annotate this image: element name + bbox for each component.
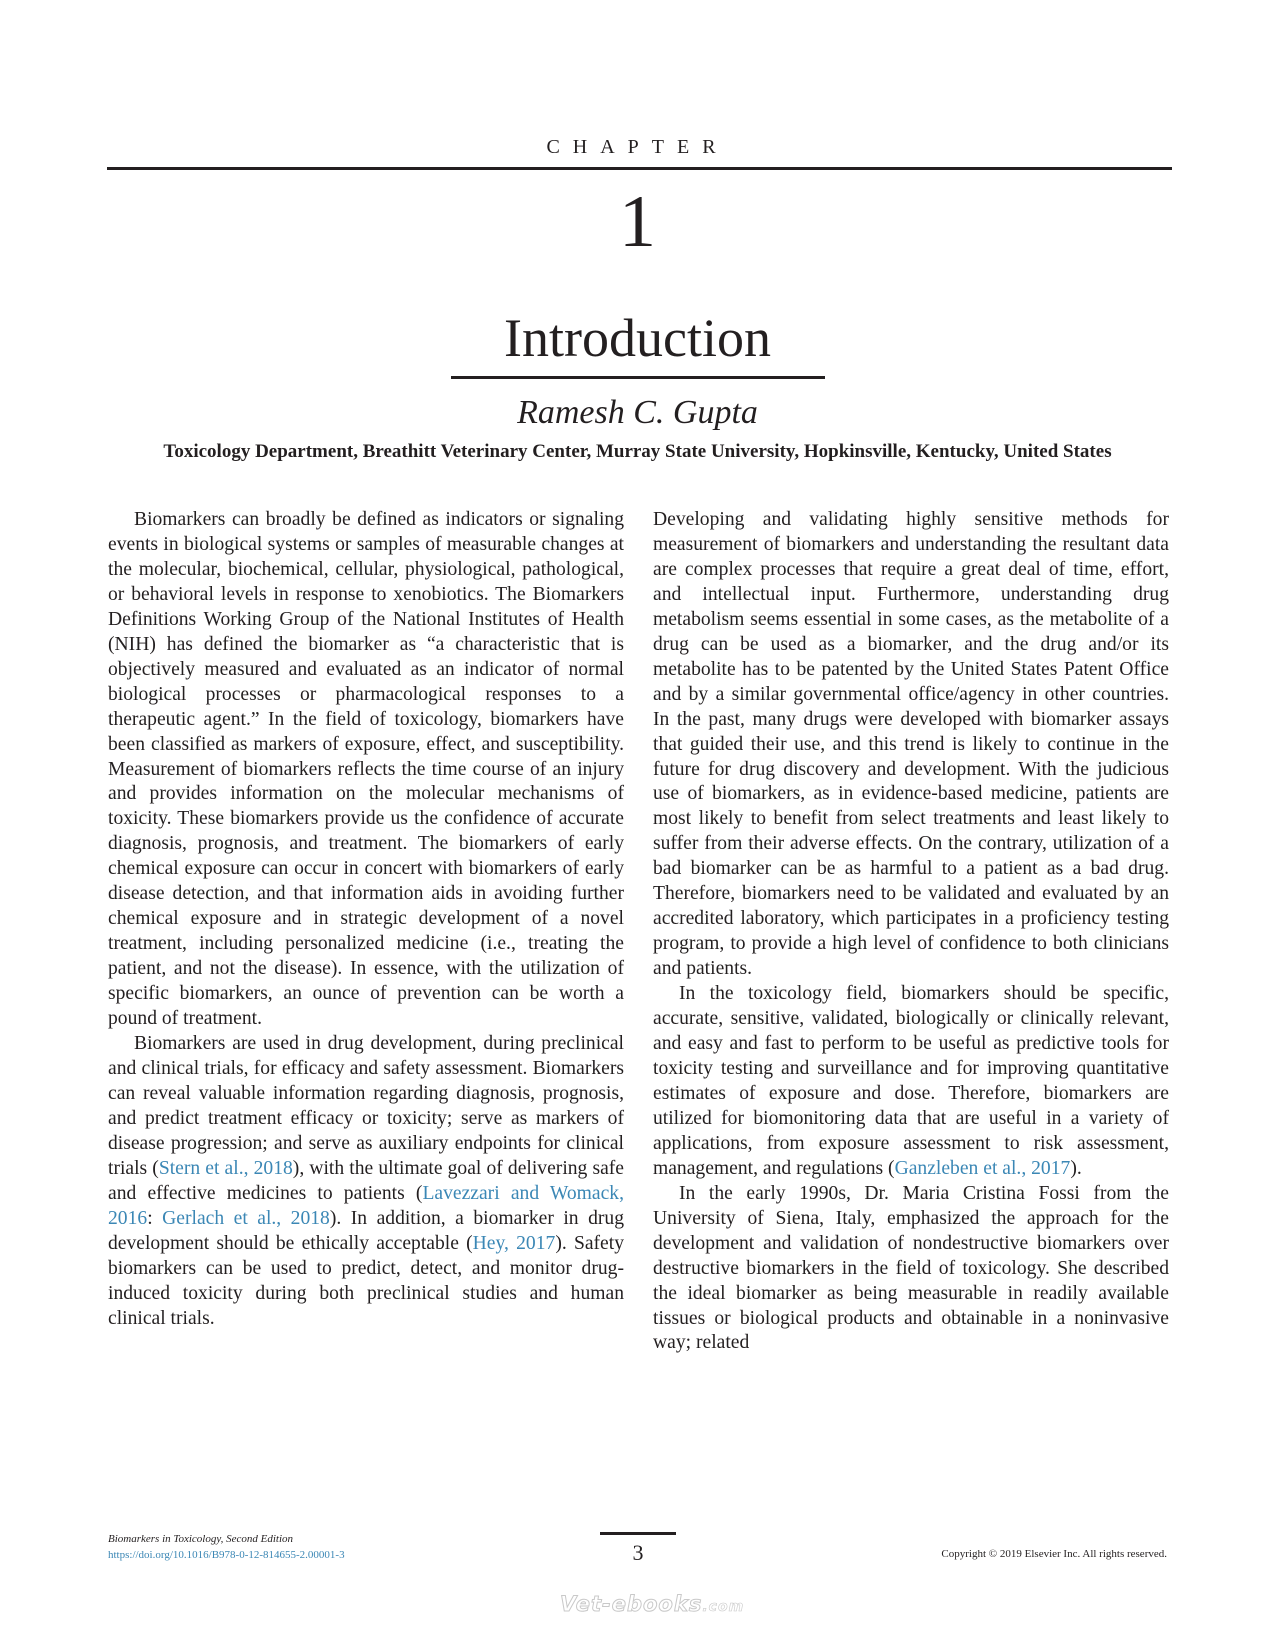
citation-link-gerlach[interactable]: Gerlach et al., 2018 [162,1207,330,1229]
body-paragraph [108,1032,624,1331]
author-name: Ramesh C. Gupta [517,394,758,431]
copyright-notice: Copyright © 2019 Elsevier Inc. All rights reserved. [941,1548,1167,1560]
text-run: ). Safety biomarkers can be used to predict, detect, and monitor drug-induced toxicity during both preclinical studies and human clinical trials. [108,1232,624,1329]
chapter-number: 1 [619,181,656,263]
page-number: 3 [632,1540,644,1565]
book-title: Biomarkers in Toxicology, Second Edition [108,1533,294,1545]
author-affiliation: Toxicology Department, Breathitt Veterinary Center, Murray State University, Hopkinsville, Kentucky, United States [163,441,1112,462]
body-paragraph: Developing and validating highly sensitive methods for measurement of biomarkers and understanding the resultant data are complex processes that require a great deal of time, effort, and intellectual input. Furthermore, understanding drug metabolism seems essential in some cases, as the metabolite of a drug can be used as a biomarker, and the drug and/or its metabolite has to be patented by the United States Patent Office and by a similar governmental office/agency in other countries. In the past, many drugs were developed with biomarker assays that guided their use, and this trend is likely to continue in the future for drug discovery and development. With the judicious use of biomarkers, as in evidence-based medicine, patients are most likely to benefit from select treatments and least likely to suffer from their adverse effects. On the contrary, utilization of a bad biomarker can be as harmful to a patient as a bad drug. Therefore, biomarkers need to be validated and evaluated by an accredited laboratory, which participates in a proficiency testing program, to provide a high level of confidence to both clinicians and patients. [653,509,1169,980]
text-run: ), with the ultimate goal of delivering safe and effective medicines to patients ( [108,1157,625,1204]
chapter-label: CHAPTER [546,136,729,158]
text-run: ). [1070,1157,1082,1179]
footer-book-info [108,1531,345,1563]
citation-link-stern[interactable]: Stern et al., 2018 [158,1157,293,1179]
text-run: In the toxicology field, biomarkers should be specific, accurate, sensitive, validated, biologically or clinically relevant, and easy and fast to perform to be useful as predictive tools for toxicity testing and surveillance and for improving quantitative estimates of exposure and dose. Therefore, biomarkers are utilized for biomonitoring data that are useful in a variety of applications, from exposure assessment to risk assessment, management, and regulations ( [653,983,1169,1179]
body-paragraph: In the early 1990s, Dr. Maria Cristina Fossi from the University of Siena, Italy, emphasized the approach for the development and validation of nondestructive biomarkers over destructive biomarkers in the field of toxicology. She described the ideal biomarker as being measurable in readily available tissues or biological products and obtainable in a noninvasive way; related [653,1182,1169,1354]
left-column [108,508,624,1331]
citation-link-ganzleben[interactable]: Ganzleben et al., 2017 [894,1157,1071,1179]
watermark-logo [560,1592,744,1616]
citation-link-hey[interactable]: Hey, 2017 [472,1232,556,1254]
citation-link-lavezzari[interactable]: Lavezzari and Womack, 2016 [108,1182,624,1229]
chapter-title: Introduction [504,308,771,368]
body-paragraph [653,982,1169,1182]
title-underline [451,376,825,379]
text-run: : [147,1207,163,1229]
right-column [653,508,1169,1356]
watermark-text: Vet-ebooks [560,1592,703,1616]
watermark-suffix: .com [702,1599,745,1615]
text-run: ). In addition, a biomarker in drug development should be ethically acceptable ( [108,1207,625,1254]
text-run: Biomarkers are used in drug development, during preclinical and clinical trials, for efficacy and safety assessment. Biomarkers can reveal valuable information regarding diagnosis, prognosis, and predict treatment efficacy or toxicity; serve as markers of disease progression; and serve as auxiliary endpoints for clinical trials ( [108,1033,624,1179]
body-paragraph: Biomarkers can broadly be defined as indicators or signaling events in biological systems or samples of measurable changes at the molecular, biochemical, cellular, physiological, pathological, or behavioral levels in response to xenobiotics. The Biomarkers Definitions Working Group of the National Institutes of Health (NIH) has defined the biomarker as “a characteristic that is objectively measured and evaluated as an indicator of normal biological processes or pharmacological responses to a therapeutic agent.” In the field of toxicology, biomarkers have been classified as markers of exposure, effect, and susceptibility. Measurement of biomarkers reflects the time course of an injury and provides information on the molecular mechanisms of toxicity. These biomarkers provide us the confidence of accurate diagnosis, prognosis, and treatment. The biomarkers of early chemical exposure can occur in concert with biomarkers of early disease detection, and that information aids in avoiding further chemical exposure and in strategic development of a novel treatment, including personalized medicine (i.e., treating the patient, and not the disease). In essence, with the utilization of specific biomarkers, an ounce of prevention can be worth a pound of treatment. [108,509,624,1030]
doi-link[interactable]: https://doi.org/10.1016/B978-0-12-814655-2.00001-3 [108,1549,345,1561]
page-number-rule [600,1532,676,1535]
chapter-rule [107,167,1172,170]
